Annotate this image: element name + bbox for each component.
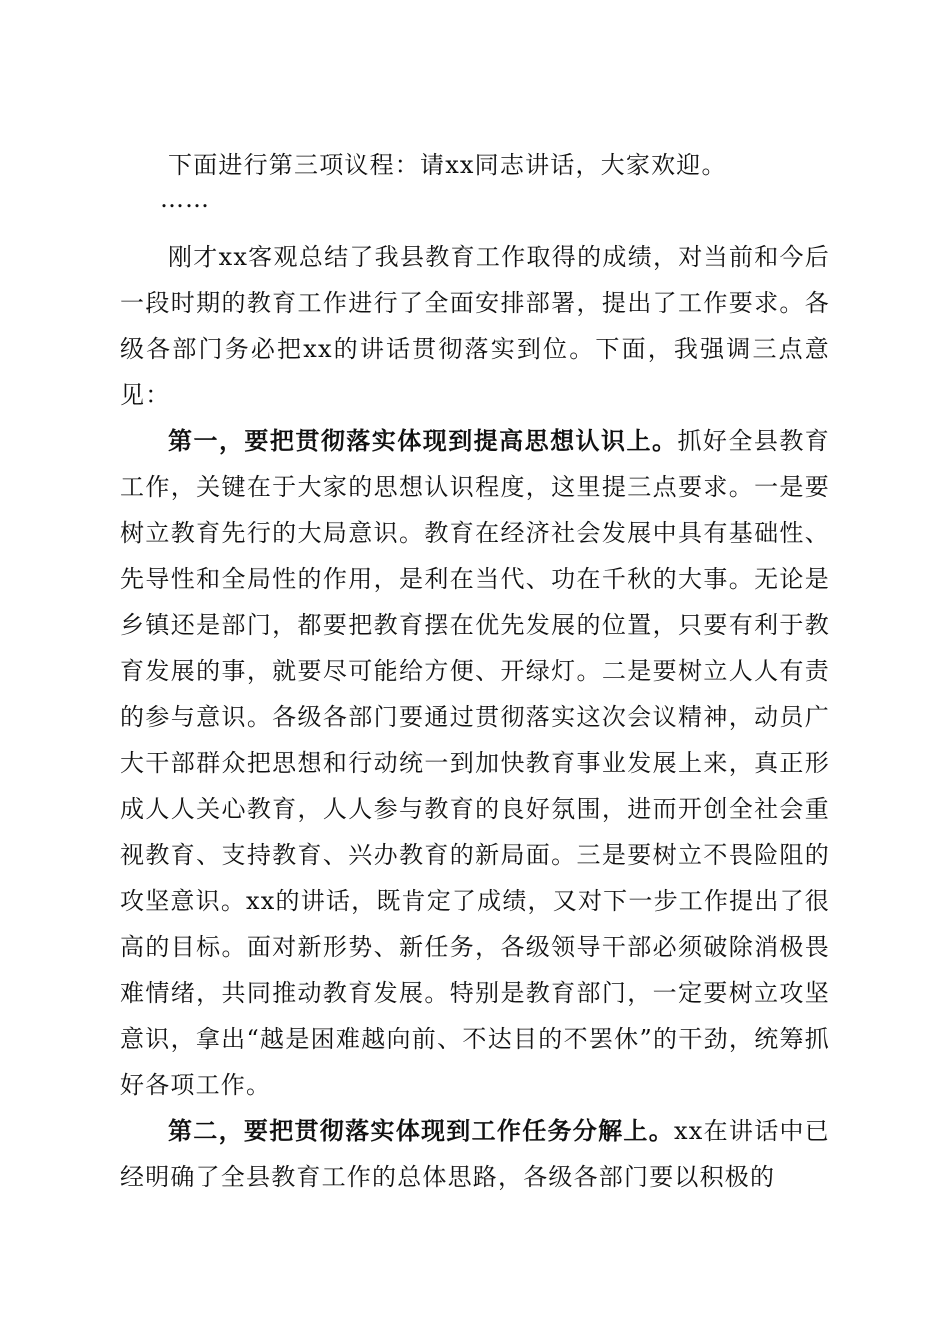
document-body — [120, 142, 830, 1200]
paragraph-text: 刚才xx客观总结了我县教育工作取得的成绩，对当前和今后一段时期的教育工作进行了全面安排部署，提出了工作要求。各级各部门务必把xx的讲话贯彻落实到位。下面，我强调三点意见： — [120, 243, 830, 409]
paragraph-lead-heading: 第一，要把贯彻落实体现到提高思想认识上。 — [168, 426, 678, 455]
paragraph-text: 下面进行第三项议程：请xx同志讲话，大家欢迎。 — [168, 151, 727, 179]
paragraph-text: xx在讲话中已经明确了全县教育工作的总体思路，各级各部门要以积极的 — [120, 1117, 830, 1191]
paragraph-agenda — [120, 142, 830, 188]
paragraph-point-two — [120, 1108, 830, 1200]
paragraph-ellipsis — [120, 185, 830, 222]
paragraph-summary — [120, 234, 830, 418]
paragraph-text: 抓好全县教育工作，关键在于大家的思想认识程度，这里提三点要求。一是要树立教育先行的大局意识。教育在经济社会发展中具有基础性、先导性和全局性的作用，是利在当代、功在千秋的大事。无论是乡镇还是部门，都要把教育摆在优先发展的位置，只要有利于教育发展的事，就要尽可能给方便、开绿灯。二是要树立人人有责的参与意识。各级各部门要通过贯彻落实这次会议精神，动员广大干部群众把思想和行动统一到加快教育事业发展上来，真正形成人人关心教育，人人参与教育的良好氛围，进而开创全社会重视教育、支持教育、兴办教育的新局面。三是要树立不畏险阻的攻坚意识。xx的讲话，既肯定了成绩，又对下一步工作提出了很高的目标。面对新形势、新任务，各级领导干部必须破除消极畏难情绪，共同推动教育发展。特别是教育部门，一定要树立攻坚意识，拿出“越是困难越向前、不达目的不罢休”的干劲，统筹抓好各项工作。 — [120, 427, 830, 1099]
paragraph-lead-heading: 第二，要把贯彻落实体现到工作任务分解上。 — [168, 1116, 675, 1145]
ellipsis-text: …… — [160, 185, 210, 213]
paragraph-point-one — [120, 418, 830, 1108]
